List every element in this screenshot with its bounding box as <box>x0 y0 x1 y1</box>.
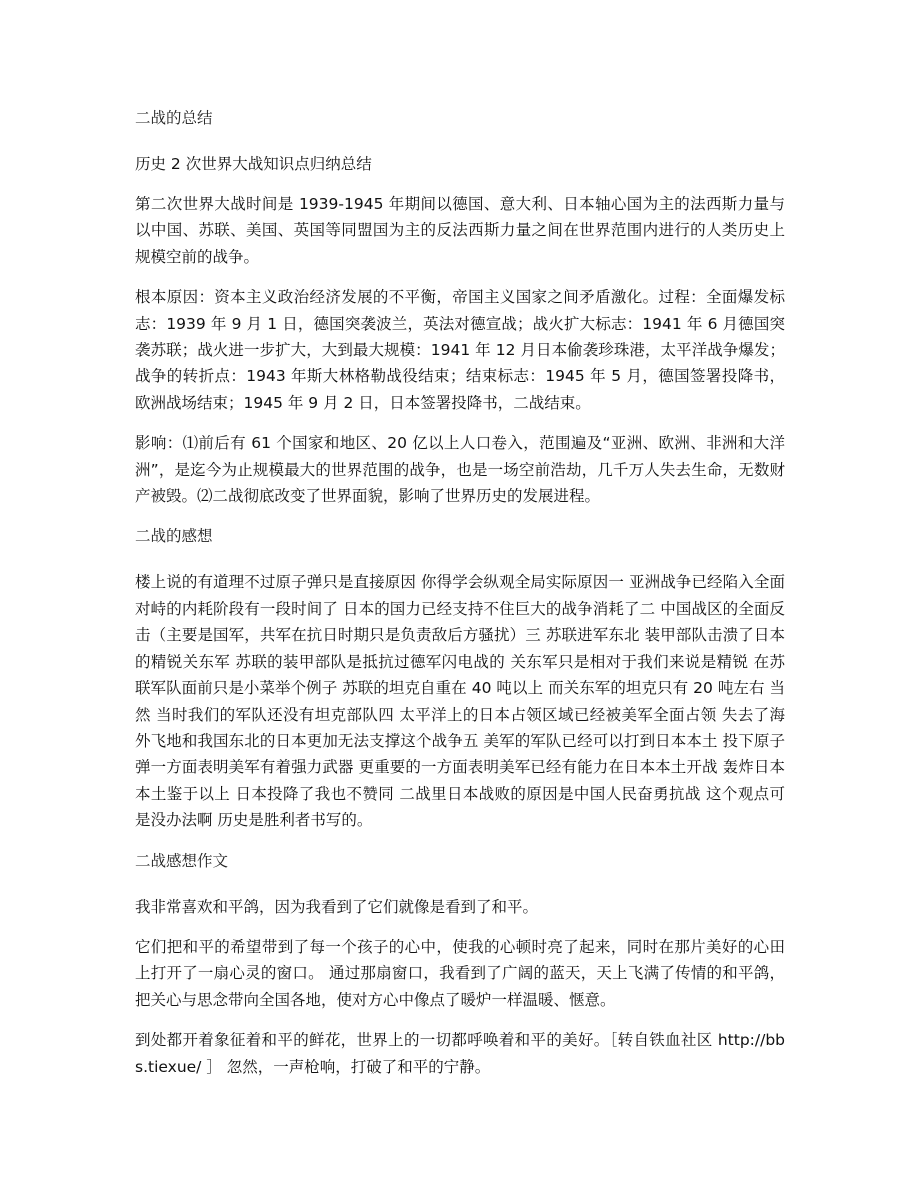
document-subtitle: 历史 2 次世界大战知识点归纳总结 <box>135 155 372 173</box>
section-heading-essay: 二战感想作文 <box>135 851 229 870</box>
paragraph-essay-3: 到处都开着象征着和平的鲜花，世界上的一切都呼唤着和平的美好。［转自铁血社区 http://bbs.tiexue/ ］ 忽然，一声枪响，打破了和平的宁静。 <box>135 1031 785 1076</box>
paragraph-impact: 影响：⑴前后有 61 个国家和地区、20 亿以上人口卷入，范围遍及“亚洲、欧洲、非洲和大洋洲”，是迄今为止规模最大的世界范围的战争，也是一场空前浩劫，几千万人失去生命，无数财产被毁。⑵二战彻底改变了世界面貌，影响了世界历史的发展进程。 <box>135 434 785 506</box>
paragraph-causes-process: 根本原因：资本主义政治经济发展的不平衡，帝国主义国家之间矛盾激化。过程：全面爆发标志：1939 年 9 月 1 日，德国突袭波兰，英法对德宣战；战火扩大标志：1941 年 6 月德国突袭苏联；战火进一步扩大，大到最大规模：1941 年 12 月日本偷袭珍珠港，太平洋战争爆发；战争的转折点：1943 年斯大林格勒战役结束；结束标志：1945 年 5 月，德国签署投降书，欧洲战场结束；1945 年 9 月 2 日，日本签署投降书，二战结束。 <box>135 288 785 412</box>
section-heading-reflections: 二战的感想 <box>135 527 213 546</box>
document-page <box>135 105 785 1094</box>
paragraph-reflections: 楼上说的有道理不过原子弹只是直接原因 你得学会纵观全局实际原因一 亚洲战争已经陷入全面对峙的内耗阶段有一段时间了 日本的国力已经支持不住巨大的战争消耗了二 中国战区的全面反击（主要是国军，共军在抗日时期只是负责敌后方骚扰）三 苏联进军东北 装甲部队击溃了日本的精锐关东军 苏联的装甲部队是抵抗过德军闪电战的 关东军只是相对于我们来说是精锐 在苏联军队面前只是小菜举个例子 苏联的坦克自重在 40 吨以上 而关东军的坦克只有 20 吨左右 当然 当时我们的军队还没有坦克部队四 太平洋上的日本占领区域已经被美军全面占领 失去了海外飞地和我国东北的日本更加无法支撑这个战争五 美军的军队已经可以打到日本本土 投下原子弹一方面表明美军有着强力武器 更重要的一方面表明美军已经有能力在日本本土开战 轰炸日本本土鉴于以上 日本投降了我也不赞同 二战里日本战败的原因是中国人民奋勇抗战 这个观点可是没办法啊 历史是胜利者书写的。 <box>135 573 785 830</box>
paragraph-overview: 第二次世界大战时间是 1939-1945 年期间以德国、意大利、日本轴心国为主的法西斯力量与以中国、苏联、美国、英国等同盟国为主的反法西斯力量之间在世界范围内进行的人类历史上规模空前的战争。 <box>135 195 785 266</box>
paragraph-essay-2: 它们把和平的希望带到了每一个孩子的心中，使我的心顿时亮了起来，同时在那片美好的心田上打开了一扇心灵的窗口。 通过那扇窗口，我看到了广阔的蓝天，天上飞满了传情的和平鸽，把关心与思念带向全国各地，使对方心中像点了暖炉一样温暖、惬意。 <box>135 937 785 1009</box>
paragraph-essay-1: 我非常喜欢和平鸽，因为我看到了它们就像是看到了和平。 <box>135 897 539 916</box>
document-title: 二战的总结 <box>135 109 213 127</box>
